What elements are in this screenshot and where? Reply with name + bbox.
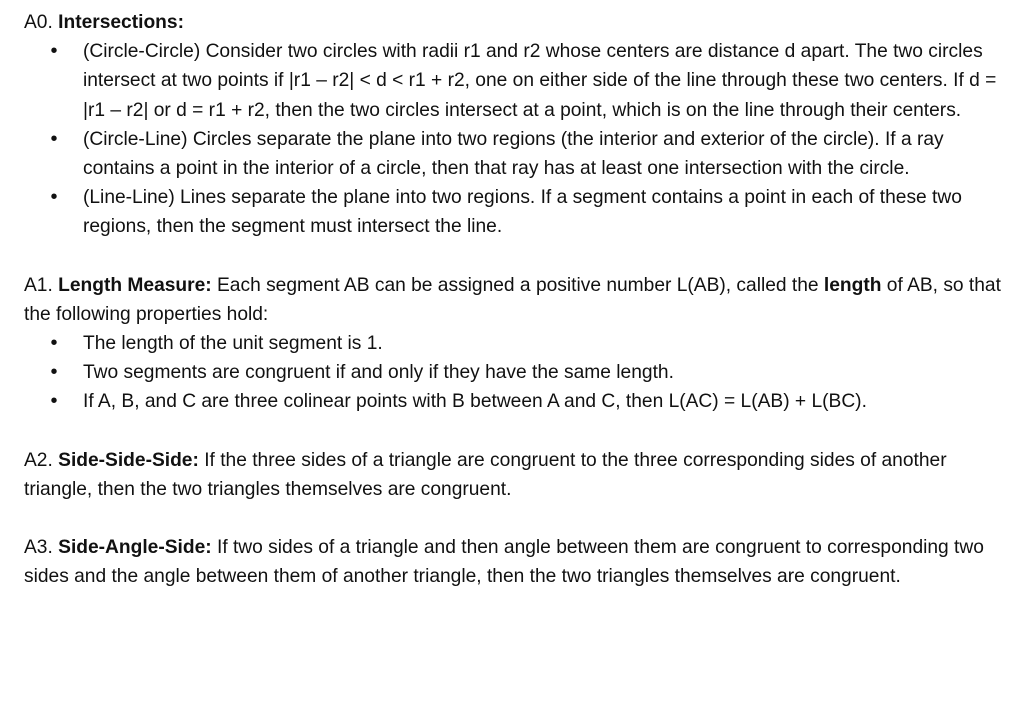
bullet-icon: • [50,390,58,413]
axiom-a1-text-before: Each segment AB can be assigned a positive number L(AB), called the [211,274,824,296]
bullet-icon: • [50,361,58,384]
list-item-text: If A, B, and C are three colinear points with B between A and C, then L(AC) = L(AB) + L(BC). [83,391,867,413]
axiom-a3-paragraph [24,533,1014,591]
axiom-a0 [24,8,1014,242]
axiom-a0-bullet-list [24,37,1014,241]
axiom-a2-term: Side-Side-Side: [58,449,199,471]
axiom-a0-term: Intersections: [58,12,184,33]
axiom-a2-text: If the three sides of a triangle are congruent to the three corresponding sides of another triangle, then the two triangles themselves are congruent. [24,449,947,500]
bullet-icon: • [50,332,58,355]
axiom-a2-paragraph [24,446,1014,504]
axiom-a0-prefix: A0. [24,12,59,33]
axiom-a3-prefix: A3. [24,537,59,559]
axiom-a2 [24,446,1014,504]
axiom-a1-bold-word: length [823,274,882,296]
list-item [24,183,1014,241]
axiom-a1-text-after: of AB, so that the following properties hold: [24,274,1001,325]
list-item [24,358,1014,387]
list-item [24,329,1014,358]
list-item-text: (Line-Line) Lines separate the plane into two regions. If a segment contains a point in each of these two regions, then the segment must intersect the line. [83,187,962,238]
list-item [24,37,1014,125]
list-item [24,125,1014,183]
bullet-icon: • [50,186,58,209]
list-item-text: Two segments are congruent if and only if they have the same length. [83,362,674,384]
axiom-a2-prefix: A2. [24,449,59,471]
axiom-a0-heading [24,8,1014,37]
axiom-a3-term: Side-Angle-Side: [58,537,212,559]
bullet-icon: • [50,127,58,150]
list-item-text: The length of the unit segment is 1. [83,333,383,355]
list-item-text: (Circle-Line) Circles separate the plane into two regions (the interior and exterior of the circle). If a ray contains a point in the interior of a circle, then that ray has at least one intersection with the circle. [83,128,944,180]
axiom-a1-term: Length Measure: [58,274,212,296]
axiom-a1 [24,271,1014,417]
list-item [24,387,1014,416]
axiom-a1-paragraph [24,271,1014,329]
bullet-icon: • [50,40,58,63]
axiom-a3-text: If two sides of a triangle and then angle between them are congruent to corresponding two sides and the angle between them of another triangle, then the two triangles themselves are congruent. [24,537,984,588]
axiom-a1-prefix: A1. [24,274,59,296]
axiom-a3 [24,533,1014,591]
list-item-text: (Circle-Circle) Consider two circles with radii r1 and r2 whose centers are distance d apart. The two circles intersect at two points if |r1 – r2| < d < r1 + r2, one on either side of the line through these two centers. If d = |r1 – r2| or d = r1 + r2, then the two circles intersect at a point, which is on the line through their centers. [83,41,997,121]
axiom-a1-bullet-list [24,329,1014,417]
